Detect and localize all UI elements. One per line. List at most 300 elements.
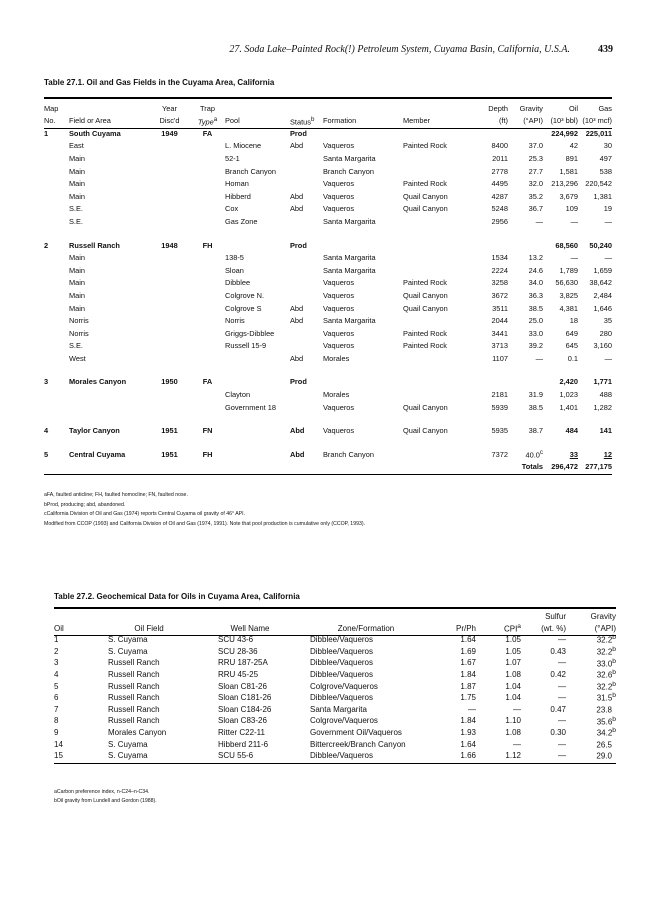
table1-cell-text: Sloan xyxy=(225,265,244,275)
table1-cell xyxy=(508,140,543,153)
table1-header-cell xyxy=(225,115,290,128)
table2-cell-text: 1.12 xyxy=(505,751,521,761)
footnote-marker: b xyxy=(612,634,616,642)
table2-cell-text: Russell Ranch xyxy=(108,681,160,691)
table1-cell-text: 24.6 xyxy=(528,265,543,275)
table1-cell xyxy=(472,190,508,203)
table1-cell xyxy=(190,340,225,353)
table2-cell-text: 1.04 xyxy=(505,693,521,703)
table2-cell-text: — xyxy=(558,739,566,749)
table1-cell-text: Norris xyxy=(69,316,89,326)
totals-label: Totals xyxy=(521,462,543,472)
table1-cell-text: 68,560 xyxy=(555,240,578,250)
table1-cell xyxy=(290,215,323,228)
table1-header-cell xyxy=(323,115,403,128)
table2-cell xyxy=(476,680,521,692)
table1-cell xyxy=(543,152,578,165)
table2-cell-text: Dibblee/Vaqueros xyxy=(310,751,374,761)
table2-cell xyxy=(476,727,521,739)
table1-cell xyxy=(69,140,149,153)
table2-header-text: Sulfur xyxy=(545,611,566,621)
table1-cell xyxy=(225,190,290,203)
table2-header-text: (wt. %) xyxy=(541,623,566,633)
table1-cell-text: 1,581 xyxy=(559,166,578,176)
table1-header-cell xyxy=(149,102,190,115)
table1-cell xyxy=(69,165,149,178)
table1-cell xyxy=(578,401,612,414)
table1-cell-text: Painted Rock xyxy=(403,141,447,151)
table2-cell-text: 14 xyxy=(54,739,63,749)
table1-cell xyxy=(543,314,578,327)
table1-cell xyxy=(149,215,190,228)
table1-cell-text: 1949 xyxy=(161,128,178,138)
table1-totals-row xyxy=(44,461,612,474)
table1-cell xyxy=(543,190,578,203)
table2-cell-text: Colgrove/Vaqueros xyxy=(310,681,378,691)
table1-cell xyxy=(323,302,403,315)
table2-cell-text: 1.08 xyxy=(505,728,521,738)
table1-cell xyxy=(149,165,190,178)
table1-cell xyxy=(543,239,578,252)
table1-cell xyxy=(472,327,508,340)
table1-header-cell xyxy=(508,102,543,115)
table2-cell-text: Ritter C22-11 xyxy=(218,728,265,738)
table1-cell xyxy=(290,190,323,203)
table2-cell-text: Russell Ranch xyxy=(108,716,160,726)
table2-cell-text: — xyxy=(513,739,521,749)
footnote-marker: b xyxy=(612,692,616,700)
table1-note: aFA, faulted anticline; FH, faulted homocline; FN, faulted nose. xyxy=(44,492,188,498)
table1-cell-text: 35 xyxy=(603,316,612,326)
table1-cell xyxy=(543,251,578,264)
table2-cell-text: 32.6 xyxy=(596,670,613,680)
table1-cell-text: 649 xyxy=(565,328,578,338)
table2-cell xyxy=(436,704,476,716)
table1-cell-text: Prod xyxy=(290,377,307,387)
table2-cell-text: S. Cuyama xyxy=(108,739,148,749)
table2-cell-text: 1 xyxy=(54,635,59,645)
table2-cell xyxy=(476,715,521,727)
table1-cell xyxy=(290,165,323,178)
table1-cell-text: 4 xyxy=(44,426,49,436)
table1-cell xyxy=(508,302,543,315)
table1-cell-text: East xyxy=(69,141,84,151)
table1-cell-text: Morales xyxy=(323,390,350,400)
table1-cell xyxy=(508,177,543,190)
table1-cell-text: FN xyxy=(202,426,213,436)
geochemical-data-table xyxy=(54,610,616,762)
table1-cell xyxy=(290,251,323,264)
table1-pool-row xyxy=(44,215,612,228)
table2-cell-text: 3 xyxy=(54,658,59,668)
table2-cell-text: — xyxy=(558,693,566,703)
table1-cell xyxy=(290,203,323,216)
table1-header-text: Oil xyxy=(568,103,578,113)
table1-cell-text: Norris xyxy=(225,316,245,326)
table1-cell xyxy=(508,314,543,327)
table1-cell xyxy=(578,327,612,340)
table1-header-text: Status xyxy=(290,116,311,126)
table1-header-cell xyxy=(69,115,149,128)
table1-cell xyxy=(149,401,190,414)
table1-cell xyxy=(69,203,149,216)
table2-header-cell xyxy=(436,622,476,634)
table2-cell-text: S. Cuyama xyxy=(108,635,148,645)
table1-cell-text: 39.2 xyxy=(528,341,543,351)
table1-header-cell xyxy=(290,115,323,128)
table1-cell-text: 5939 xyxy=(491,402,508,412)
table2-cell-text: 35.6 xyxy=(596,717,613,727)
table2-header-text: Pr/Ph xyxy=(455,623,476,633)
table1-cell-text: 37.0 xyxy=(528,141,543,151)
table1-spacer-row xyxy=(44,365,612,376)
table2-cell xyxy=(476,646,521,658)
table1-cell xyxy=(508,215,543,228)
table1-cell xyxy=(403,264,472,277)
table2-cell xyxy=(476,669,521,681)
table2-header-text: (°API) xyxy=(594,623,616,633)
table1-cell-text: Santa Margarita xyxy=(323,153,376,163)
table1-cell xyxy=(44,215,69,228)
table1-header-cell xyxy=(190,115,225,128)
table1-cell-text: 1107 xyxy=(492,353,508,363)
table1-header-text: Map xyxy=(44,103,59,113)
table1-cell xyxy=(290,277,323,290)
table1-cell-text: 3,679 xyxy=(559,191,578,201)
table1-cell-text: 2,420 xyxy=(559,377,578,387)
table1-header-cell xyxy=(472,102,508,115)
page-number: 439 xyxy=(598,44,613,55)
table1-cell-text: 225,011 xyxy=(585,128,612,138)
table1-cell-text: 34.0 xyxy=(528,278,543,288)
table2-cell xyxy=(566,657,616,669)
table2-cell xyxy=(436,669,476,681)
table1-cell-text: Main xyxy=(69,253,86,263)
table1-cell xyxy=(149,327,190,340)
table1-cell xyxy=(190,352,225,365)
table1-cell xyxy=(508,376,543,389)
spacer-cell xyxy=(44,413,612,424)
table1-cell xyxy=(472,165,508,178)
table1-cell xyxy=(190,376,225,389)
table1-cell xyxy=(508,327,543,340)
running-header xyxy=(0,44,660,58)
table1-cell-text: Painted Rock xyxy=(403,341,447,351)
table2-cell xyxy=(204,692,296,704)
table1-cell-text: 1948 xyxy=(161,240,178,250)
table2-row xyxy=(54,727,616,739)
table1-cell xyxy=(403,388,472,401)
table1-field-row xyxy=(44,448,612,461)
table2-cell-text: Dibblee/Vaqueros xyxy=(310,646,374,656)
table1-cell xyxy=(472,376,508,389)
table1-cell xyxy=(225,327,290,340)
table1-header-cell xyxy=(578,115,612,128)
table2-cell xyxy=(476,704,521,716)
table1-cell xyxy=(190,314,225,327)
table1-cell xyxy=(323,165,403,178)
table1-cell-text: 2011 xyxy=(492,153,508,163)
table1-cell xyxy=(69,239,149,252)
table1-cell xyxy=(323,152,403,165)
table2-header-text: Oil Field xyxy=(134,623,164,633)
table2-cell xyxy=(296,657,436,669)
table2-cell-text: Russell Ranch xyxy=(108,658,160,668)
table1-cell xyxy=(69,190,149,203)
table1-cell-text: Main xyxy=(69,153,86,163)
table1-cell-text: 3,825 xyxy=(559,290,578,300)
table1-cell xyxy=(472,239,508,252)
table1-cell xyxy=(403,289,472,302)
table2-cell xyxy=(94,680,204,692)
table2-cell-text: S. Cuyama xyxy=(108,646,148,656)
table2-row xyxy=(54,680,616,692)
table1-cell xyxy=(190,177,225,190)
table1-cell xyxy=(403,302,472,315)
table1-cell xyxy=(290,264,323,277)
table2-header-cell xyxy=(54,622,94,634)
table1-pool-row xyxy=(44,388,612,401)
table1-cell xyxy=(472,302,508,315)
table1-cell xyxy=(508,251,543,264)
table1-cell-text: 213,296 xyxy=(551,179,578,189)
table1-cell-text: Main xyxy=(69,265,86,275)
table1-cell xyxy=(69,448,149,461)
table1-cell xyxy=(225,401,290,414)
table2-cell-text: 1.04 xyxy=(505,681,521,691)
table2-cell-text: Santa Margarita xyxy=(310,704,367,714)
table2-header-text: Well Name xyxy=(230,623,270,633)
table2-cell-text: 1.05 xyxy=(505,635,521,645)
table2-bottom-rule xyxy=(54,763,616,764)
table1-cell-text: 52-1 xyxy=(225,153,240,163)
footnote-marker: b xyxy=(612,669,616,677)
table1-cell-text: — xyxy=(570,253,578,263)
table1-cell xyxy=(190,302,225,315)
table1-cell-text: FH xyxy=(202,449,213,459)
table1-cell-text: Prod xyxy=(290,240,307,250)
table1-header-cell xyxy=(323,102,403,115)
table1-cell-text: 36.3 xyxy=(528,290,543,300)
table2-cell xyxy=(204,646,296,658)
table1-cell xyxy=(44,424,69,437)
table1-header-text: (10³ bbl) xyxy=(550,116,578,126)
table1-cell-text: 1 xyxy=(44,128,49,138)
table1-cell xyxy=(543,203,578,216)
table2-note: bOil gravity from Lundell and Gordon (1988). xyxy=(54,798,157,805)
table1-cell xyxy=(225,376,290,389)
table2-header-cell xyxy=(566,610,616,622)
table2-cell xyxy=(521,680,566,692)
table1-cell xyxy=(403,448,472,461)
table2-caption: Table 27.2. Geochemical Data for Oils in Cuyama Area, California xyxy=(54,592,300,601)
table2-header-text: Oil xyxy=(54,623,64,633)
table2-cell-text: 9 xyxy=(54,728,59,738)
table2-row xyxy=(54,657,616,669)
table1-cell xyxy=(508,388,543,401)
table1-cell-text: 1951 xyxy=(161,426,178,436)
table1-cell xyxy=(69,289,149,302)
table1-cell xyxy=(290,152,323,165)
table1-header-cell xyxy=(44,102,69,115)
table1-header-cell xyxy=(403,115,472,128)
table2-cell-text: Morales Canyon xyxy=(108,728,167,738)
table1-cell-text: 2956 xyxy=(491,216,508,226)
table1-cell xyxy=(149,277,190,290)
table2-cell-text: Russell Ranch xyxy=(108,670,160,680)
table1-cell-text: — xyxy=(535,216,543,226)
table1-cell-text: 497 xyxy=(599,153,612,163)
table2-header-rule xyxy=(54,635,616,636)
table2-header-cell xyxy=(54,610,94,622)
table1-header-cell xyxy=(44,115,69,128)
table1-spacer-row xyxy=(44,437,612,448)
table2-cell xyxy=(296,704,436,716)
table1-cell-text: 1,789 xyxy=(559,265,578,275)
table2-row xyxy=(54,646,616,658)
table1-cell xyxy=(69,327,149,340)
table1-pool-row xyxy=(44,177,612,190)
table1-pool-row xyxy=(44,327,612,340)
table1-cell-text: — xyxy=(535,353,543,363)
table2-cell-text: 1.84 xyxy=(460,670,476,680)
table1-cell xyxy=(472,424,508,437)
table2-cell-text: 0.43 xyxy=(550,646,566,656)
table1-cell xyxy=(69,388,149,401)
table1-header-text: Type xyxy=(197,116,214,126)
table1-cell-text: Vaqueros xyxy=(323,179,355,189)
table1-cell-text: 40.0 xyxy=(525,450,540,460)
table1-cell-text: Branch Canyon xyxy=(323,166,374,176)
table1-cell-text: 4287 xyxy=(491,191,508,201)
table2-cell xyxy=(54,727,94,739)
table2-cell xyxy=(296,715,436,727)
table1-cell xyxy=(508,340,543,353)
table1-cell xyxy=(149,251,190,264)
table2-cell-text: Sloan C181-26 xyxy=(218,693,272,703)
table2-cell-text: Hibberd 211-6 xyxy=(218,739,269,749)
table2-cell-text: 29.0 xyxy=(596,752,612,762)
table1-cell xyxy=(149,302,190,315)
table1-cell-text: Clayton xyxy=(225,390,251,400)
table2-cell xyxy=(204,669,296,681)
table1-cell-text: Vaqueros xyxy=(323,341,355,351)
table2-cell-text: 2 xyxy=(54,646,59,656)
table1-header-cell xyxy=(543,102,578,115)
table1-cell-text: Abd xyxy=(290,303,304,313)
table1-cell-text: Santa Margarita xyxy=(323,253,376,263)
table1-cell xyxy=(290,401,323,414)
table1-cell xyxy=(149,424,190,437)
table1-cell xyxy=(225,165,290,178)
table1-pool-row xyxy=(44,203,612,216)
table1-header-text: Year xyxy=(162,103,177,113)
table2-cell-text: Dibblee/Vaqueros xyxy=(310,670,374,680)
table1-cell-text: S.E. xyxy=(69,341,83,351)
table1-cell xyxy=(69,264,149,277)
table1-cell-text: 38.5 xyxy=(528,303,543,313)
table1-cell xyxy=(472,314,508,327)
table1-cell xyxy=(290,289,323,302)
table1-cell-text: 3258 xyxy=(491,278,508,288)
table1-cell-text: — xyxy=(570,216,578,226)
table1-cell xyxy=(149,376,190,389)
table2-cell-text: 1.66 xyxy=(460,751,476,761)
table1-cell xyxy=(149,203,190,216)
table2-cell xyxy=(54,692,94,704)
table1-cell-text: 891 xyxy=(565,153,578,163)
table1-cell xyxy=(403,215,472,228)
table1-cell-text: Quail Canyon xyxy=(403,191,448,201)
table1-cell xyxy=(290,314,323,327)
table2-cell xyxy=(521,738,566,750)
table1-header-cell xyxy=(578,102,612,115)
table1-cell xyxy=(508,165,543,178)
table1-cell-text: — xyxy=(604,253,612,263)
oil-gas-fields-table xyxy=(44,102,612,473)
table2-cell-text: — xyxy=(558,681,566,691)
table2-cell-text: 1.84 xyxy=(460,716,476,726)
table1-cell-text: 2,484 xyxy=(593,290,612,300)
table1-cell-text: L. Miocene xyxy=(225,141,262,151)
table2-cell xyxy=(436,727,476,739)
table1-cell-text: 224,992 xyxy=(551,128,578,138)
table1-cell xyxy=(69,376,149,389)
table2-cell-text: 32.2 xyxy=(596,647,613,657)
table2-cell xyxy=(296,680,436,692)
table1-cell-text: 33 xyxy=(569,449,578,459)
table2-cell xyxy=(566,692,616,704)
table1-cell xyxy=(69,401,149,414)
table1-cell-text: 3713 xyxy=(491,341,508,351)
table2-cell xyxy=(204,750,296,762)
table1-cell-text: 30 xyxy=(603,141,612,151)
table1-cell-text: 5 xyxy=(44,449,49,459)
table2-cell-text: 1.05 xyxy=(505,646,521,656)
table1-cell-text: 38.7 xyxy=(528,426,543,436)
table2-cell-text: 1.10 xyxy=(505,716,521,726)
table1-cell xyxy=(543,264,578,277)
table1-cell-text: Norris xyxy=(69,328,89,338)
table1-cell-text: 36.7 xyxy=(528,204,543,214)
table1-cell-text: Painted Rock xyxy=(403,328,447,338)
table2-cell xyxy=(94,704,204,716)
table1-cell xyxy=(149,177,190,190)
table1-cell-text: 1950 xyxy=(161,377,178,387)
footnote-marker: a xyxy=(517,622,521,630)
table1-cell xyxy=(472,152,508,165)
table1-cell xyxy=(578,264,612,277)
table2-cell xyxy=(204,727,296,739)
table1-header-cell xyxy=(472,115,508,128)
table1-cell xyxy=(225,448,290,461)
table1-cell xyxy=(44,203,69,216)
table1-cell-text: Hibberd xyxy=(225,191,251,201)
table1-cell xyxy=(69,352,149,365)
table1-cell xyxy=(578,340,612,353)
table1-cell xyxy=(323,251,403,264)
table1-cell xyxy=(403,327,472,340)
table1-cell-text: 50,240 xyxy=(589,240,612,250)
table1-cell xyxy=(190,327,225,340)
table1-cell xyxy=(190,251,225,264)
table1-header-text: Disc'd xyxy=(159,116,180,126)
table1-cell-text: 32.0 xyxy=(528,179,543,189)
table1-cell-text: 18 xyxy=(569,316,578,326)
table1-header-cell xyxy=(149,115,190,128)
table2-cell xyxy=(521,657,566,669)
table1-cell-text: Painted Rock xyxy=(403,179,447,189)
